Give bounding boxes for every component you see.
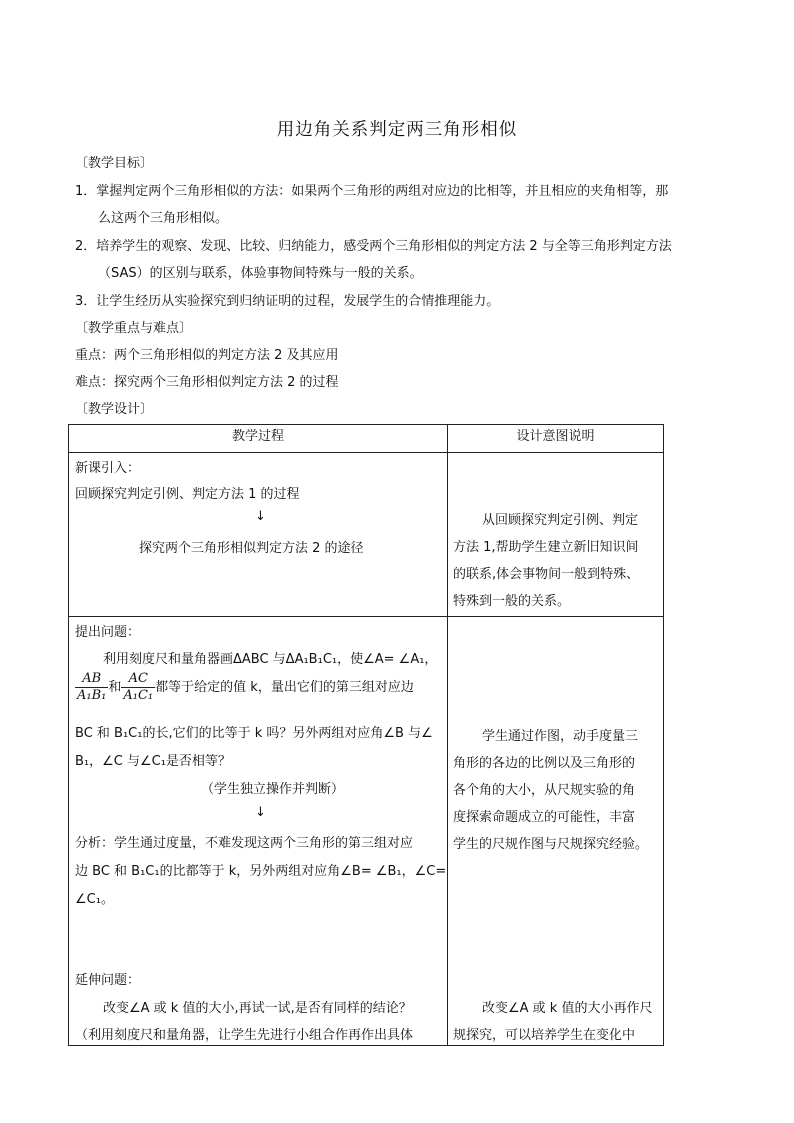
question-p2: 都等于给定的值 k，量出它们的第三组对应边 — [155, 680, 414, 695]
question-p1: 利用刻度尺和量角器画ΔABC 与ΔA₁B₁C₁，使∠A= ∠A₁， — [103, 652, 438, 667]
intro-note-3: 的联系,体会事物间一般到特殊、 — [453, 567, 640, 582]
row-question-intent — [448, 617, 664, 1046]
row-intro-process — [69, 453, 448, 617]
header-teaching-process: 教学过程 — [69, 425, 448, 453]
intro-note-1: 从回顾探究判定引例、判定 — [482, 513, 639, 528]
objectives-heading: 〔教学目标〕 — [75, 156, 154, 171]
intro-line-1: 回顾探究判定引例、判定方法 1 的过程 — [75, 487, 300, 502]
page-title: 用边角关系判定两三角形相似 — [276, 120, 518, 140]
objective-1-line-1: 1．掌握判定两个三角形相似的方法：如果两个三角形的两组对应边的比相等，并且相应的夹角相等，那 — [75, 184, 669, 199]
lesson-design-table — [68, 424, 664, 1046]
analysis-p8: ∠C₁。 — [75, 892, 114, 907]
question-note-5: 学生的尺规作图与尺规探究经验。 — [453, 837, 649, 852]
focus-point: 重点：两个三角形相似的判定方法 2 及其应用 — [75, 348, 339, 363]
design-heading: 〔教学设计〕 — [75, 402, 154, 417]
analysis-p7: 边 BC 和 B₁C₁的比都等于 k，另外两组对应角∠B= ∠B₁，∠C= — [75, 864, 447, 879]
extension-note-2: 规探究，可以培养学生在变化中 — [453, 1028, 636, 1043]
objective-2-line-2: （SAS）的区别与联系，体验事物间特殊与一般的关系。 — [98, 266, 423, 281]
objective-3: 3．让学生经历从实验探究到归纳证明的过程，发展学生的合情推理能力。 — [75, 294, 500, 309]
question-note-2: 角形的各边的比例以及三角形的 — [453, 756, 636, 771]
intro-label: 新课引入： — [75, 461, 141, 476]
question-p3: BC 和 B₁C₁的长,它们的比等于 k 吗？另外两组对应角∠B 与∠ — [75, 726, 433, 741]
objective-1-line-2: 么这两个三角形相似。 — [98, 211, 229, 226]
difficulty-point: 难点：探究两个三角形相似判定方法 2 的过程 — [75, 375, 339, 390]
analysis-p6: 分析：学生通过度量，不难发现这两个三角形的第三组对应 — [75, 836, 414, 851]
row-question-process — [69, 617, 448, 1046]
down-arrow-icon: ↓ — [255, 805, 266, 820]
ratio-ab: $\frac{AB}{\text{A₁B₁}}$ — [77, 671, 107, 703]
header-design-intent: 设计意图说明 — [448, 425, 664, 453]
and-text: 和 — [108, 680, 122, 695]
intro-note-2: 方法 1,帮助学生建立新旧知识间 — [453, 540, 639, 555]
intro-note-4: 特殊到一般的关系。 — [453, 594, 571, 609]
objective-2-line-1: 2．培养学生的观察、发现、比较、归纳能力，感受两个三角形相似的判定方法 2 与全等三角形判定方法 — [75, 239, 672, 254]
ratio-ac: $\frac{AC}{\text{A₁C₁}}$ — [123, 671, 154, 703]
question-note-1: 学生通过作图，动手度量三 — [482, 729, 639, 744]
row-intro-intent — [448, 453, 664, 617]
question-label: 提出问题： — [75, 625, 141, 640]
keypoints-heading: 〔教学重点与难点〕 — [75, 321, 193, 336]
extension-note-1: 改变∠A 或 k 值的大小再作尺 — [482, 1001, 653, 1016]
extension-p9: 改变∠A 或 k 值的大小,再试一试,是否有同样的结论？ — [103, 1001, 412, 1016]
extension-label: 延伸问题： — [75, 973, 141, 988]
question-note-3: 各个角的大小，从尺规实验的角 — [453, 783, 636, 798]
question-note-4: 度探索命题成立的可能性，丰富 — [453, 810, 636, 825]
extension-p10: （利用刻度尺和量角器，让学生先进行小组合作再作出具体 — [75, 1028, 414, 1043]
ratio-expression — [75, 671, 414, 704]
intro-line-2: 探究两个三角形相似判定方法 2 的途径 — [139, 541, 364, 556]
question-p4: B₁，∠C 与∠C₁是否相等？ — [75, 754, 231, 769]
question-p5: （学生独立操作并判断） — [201, 782, 345, 797]
down-arrow-icon: ↓ — [255, 509, 266, 524]
